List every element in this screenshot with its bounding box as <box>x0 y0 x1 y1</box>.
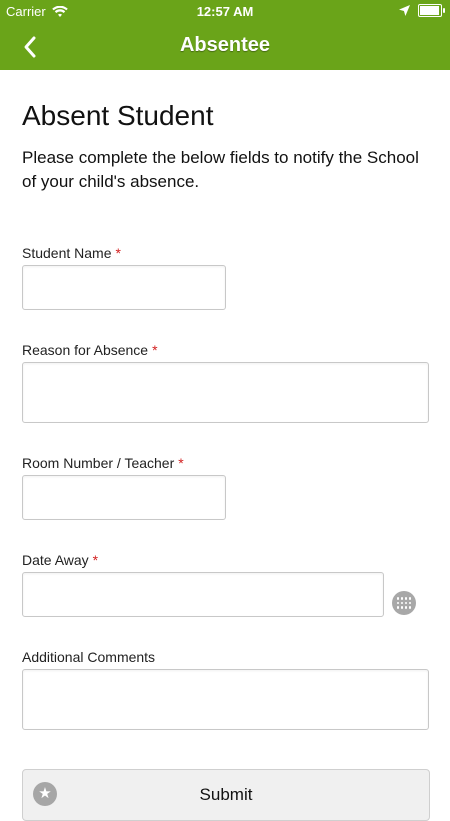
room-label <box>22 455 184 471</box>
date-away-label-text: Date Away <box>22 552 89 568</box>
submit-label: Submit <box>199 785 253 804</box>
intro-text: Please complete the below fields to notify the School of your child's absence. <box>22 148 419 191</box>
required-mark: * <box>178 455 184 471</box>
student-name-label <box>22 245 121 261</box>
student-name-input[interactable] <box>22 265 226 310</box>
star-icon: ★ <box>33 782 57 806</box>
battery-icon <box>418 4 442 17</box>
nav-title: Absentee <box>179 34 271 56</box>
location-arrow-icon <box>399 5 410 16</box>
required-mark: * <box>92 552 99 568</box>
comments-label-text: Additional Comments <box>22 649 156 665</box>
student-name-label-text: Student Name <box>22 245 112 261</box>
comments-textarea[interactable] <box>22 669 429 730</box>
form-header <box>22 100 428 194</box>
comments-label <box>22 649 155 665</box>
carrier-label: Carrier <box>6 4 46 19</box>
nav-bar <box>0 24 450 70</box>
status-bar <box>0 0 450 24</box>
status-right <box>399 4 442 17</box>
submit-button[interactable] <box>22 769 430 821</box>
reason-textarea[interactable] <box>22 362 429 423</box>
required-mark: * <box>152 342 158 358</box>
calendar-icon[interactable] <box>392 591 416 615</box>
status-time: 12:57 AM <box>196 4 254 19</box>
date-away-input[interactable] <box>22 572 384 617</box>
required-mark: * <box>115 245 121 261</box>
room-teacher-input[interactable] <box>22 475 226 520</box>
reason-label <box>22 342 158 358</box>
page-title: Absent Student <box>22 100 214 131</box>
room-label-text: Room Number / Teacher <box>22 455 175 471</box>
reason-label-text: Reason for Absence <box>22 342 149 358</box>
date-away-label <box>22 552 98 568</box>
